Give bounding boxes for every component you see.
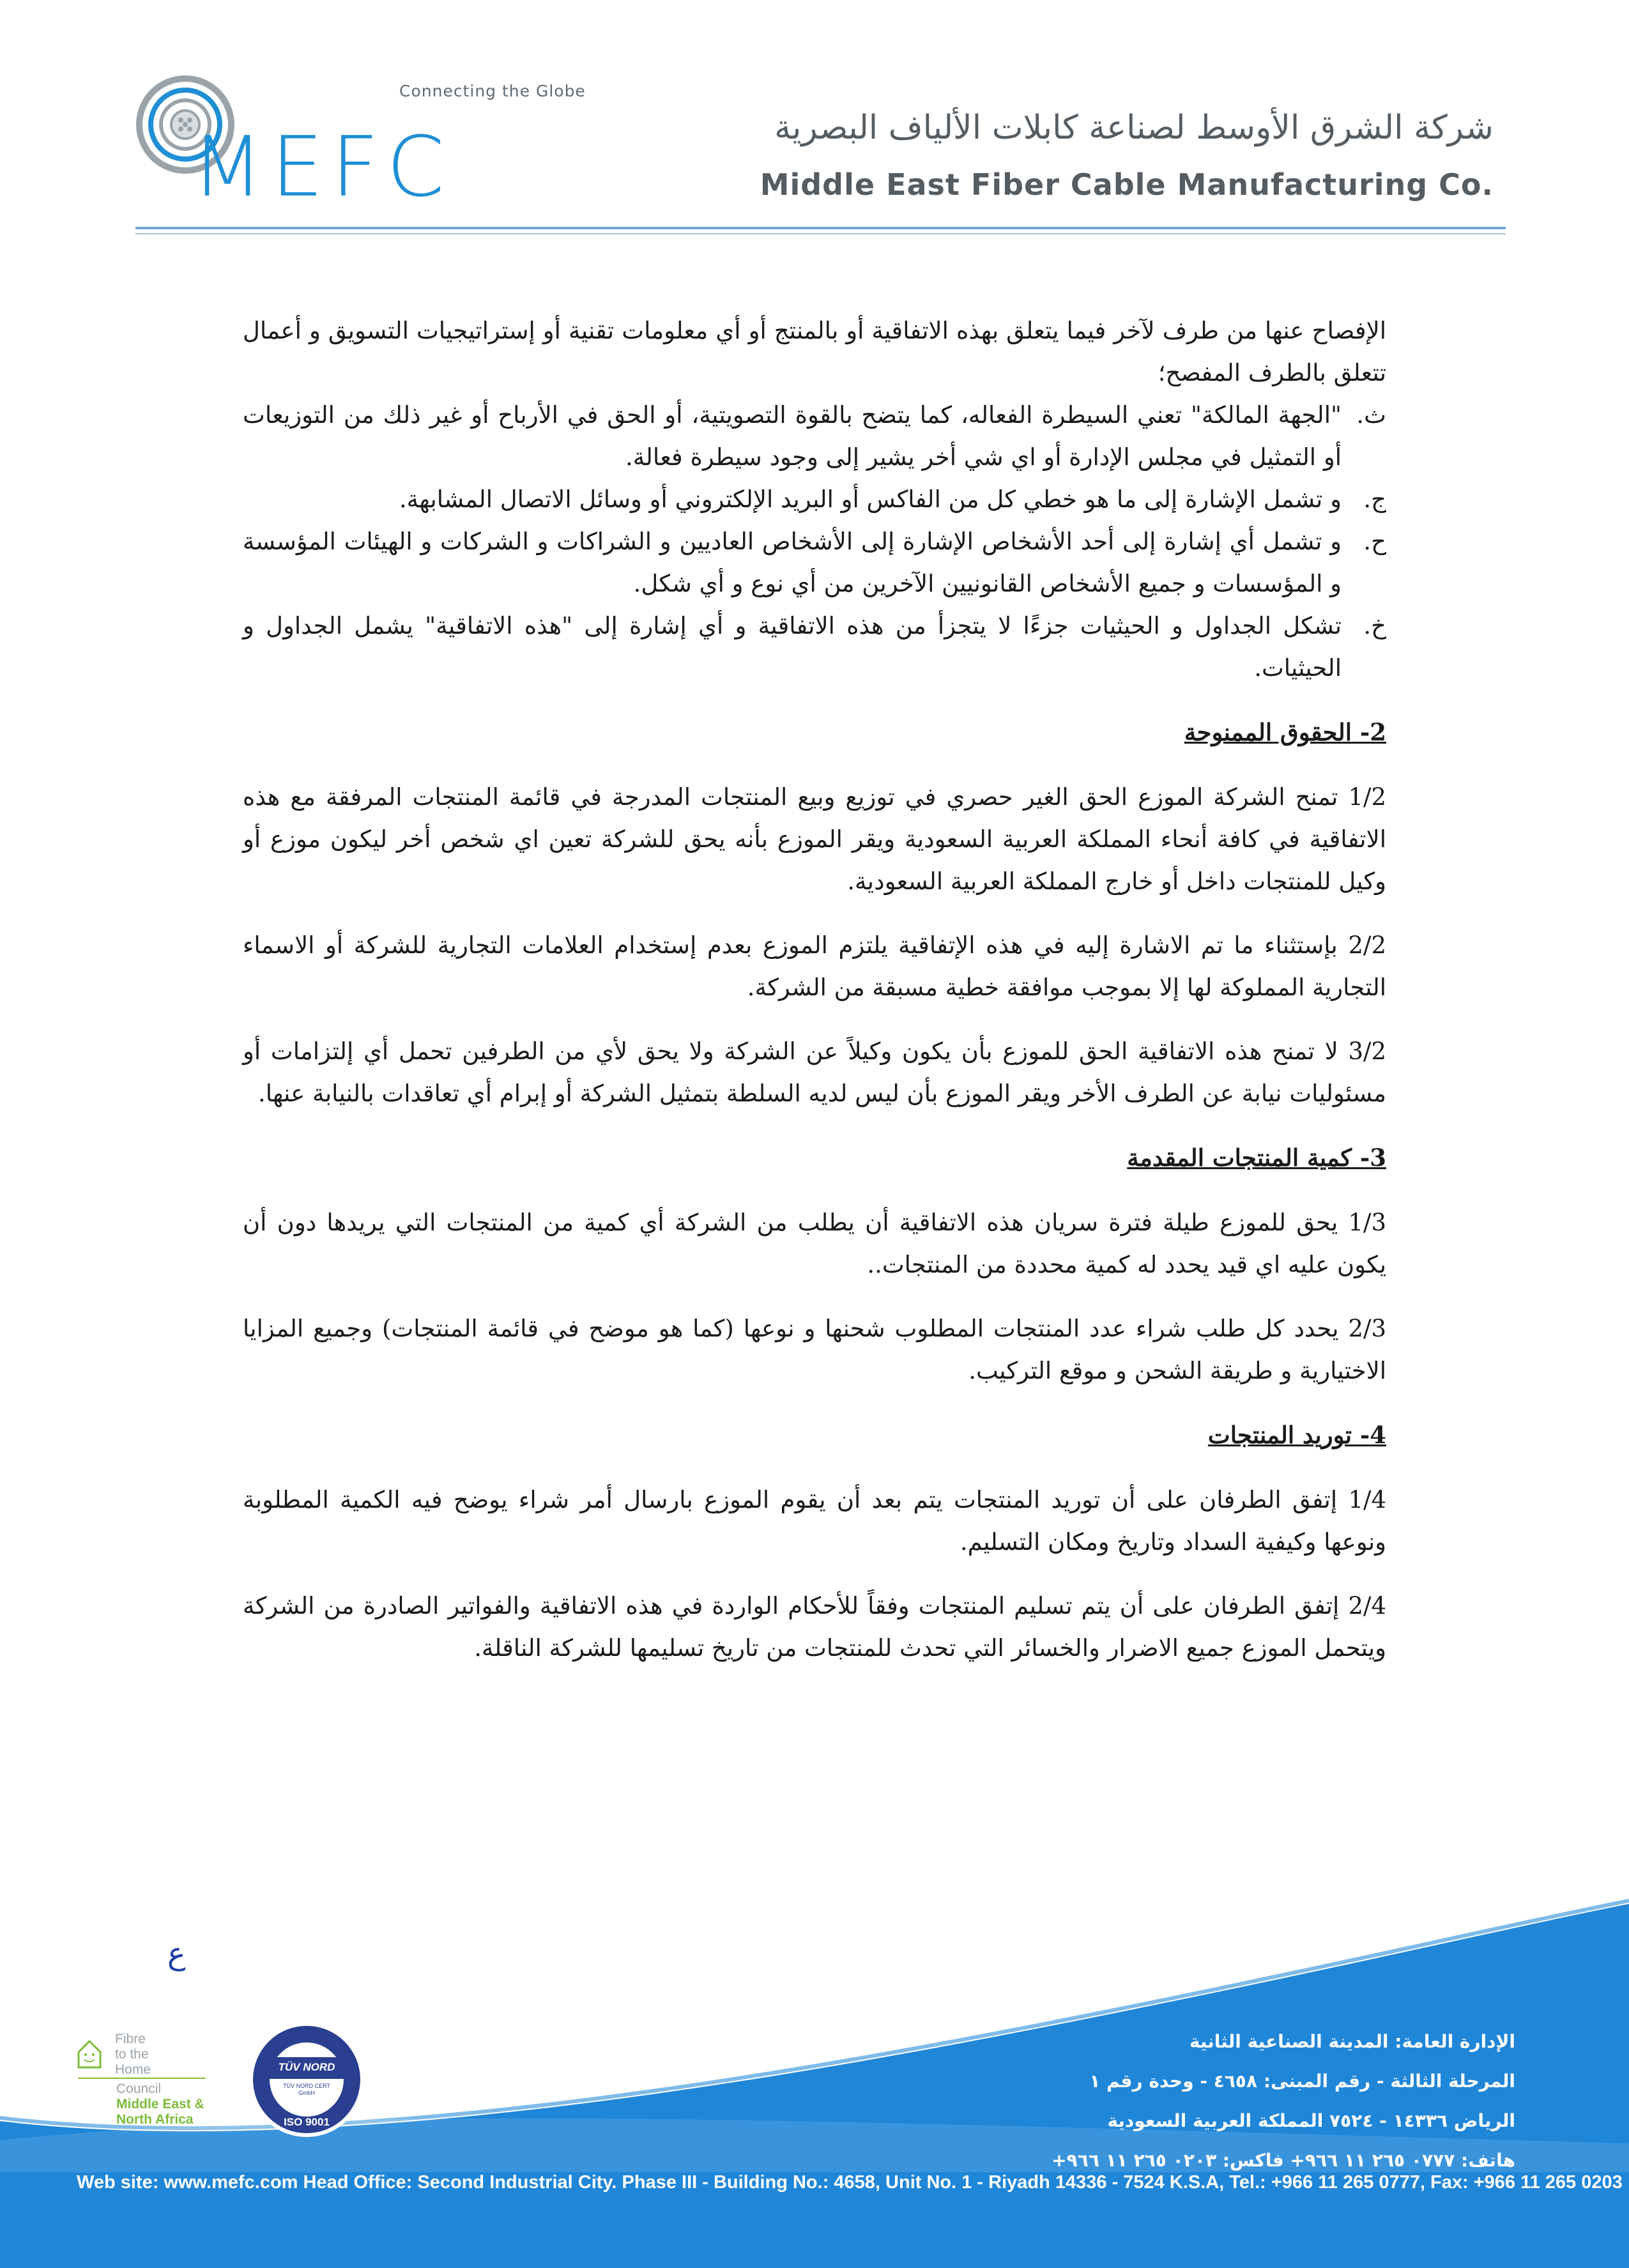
address-line: هاتف: ٠٧٧٧ ٢٦٥ ١١ ٩٦٦+ فاكس: ٠٢٠٣ ٢٦٥ ١١ ٩٦٦+ <box>1052 2150 1515 2171</box>
ftth-council-logo <box>77 2032 227 2134</box>
fibre-logo-line: Fibre <box>115 2032 146 2046</box>
fibre-logo-line: Home <box>115 2062 151 2077</box>
section-3-title: 3- كمية المنتجات المقدمة <box>1127 1144 1386 1172</box>
section-4-title: 4- توريد المنتجات <box>1207 1421 1386 1449</box>
fibre-logo-line: to the <box>115 2047 149 2062</box>
company-name-arabic: شركة الشرق الأوسط لصناعة كابلات الألياف البصرية <box>774 109 1494 147</box>
address-line: الإدارة العامة: المدينة الصناعية الثانية <box>1189 2031 1515 2052</box>
tuv-bottom-text: ISO 9001 <box>284 2116 330 2128</box>
intro-paragraph: الإفصاح عنها من طرف لآخر فيما يتعلق بهذه الاتفاقية أو بالمنتج أو أي معلومات تقنية أو إستراتيجيات التسويق و أعمال تتعلق بالطرف المفصح؛ <box>243 317 1386 387</box>
clause-4-1: 1/4 إتفق الطرفان على أن توريد المنتجات يتم بعد أن يقوم الموزع بارسال أمر شراء يوضح فيه الكمية المطلوبة ونوعها وكيفية السداد وتاريخ ومكان التسليم. <box>243 1486 1386 1556</box>
clause-2-3: 3/2 لا تمنح هذه الاتفاقية الحق للموزع بأن يكون وكيلاً عن الشركة ولا يحق لأي من الطرفين تحمل أي إلتزامات أو مسئوليات نيابة عن الطرف الأخر ويقر الموزع بأن ليس لديه السلطة بتمثيل الشركة أو إبرام أي تعاقدات بالنيابة عنها. <box>243 1038 1386 1107</box>
tagline: Connecting the Globe <box>399 82 586 100</box>
clause-2-1: 1/2 تمنح الشركة الموزع الحق الغير حصري في توزيع وبيع المنتجات المدرجة في قائمة المنتجات المرفقة مع هذه الاتفاقية في كافة أنحاء المملكة العربية السعودية ويقر الموزع بأنه يحق للشركة تعين اي شخص أخر ليكون موزع أو وكيل للمنتجات داخل أو خارج المملكة العربية السعودية. <box>243 783 1386 895</box>
definition-marker: ح. <box>1363 528 1386 555</box>
tuv-iso-badge <box>246 2019 367 2140</box>
house-icon <box>77 2038 102 2070</box>
company-name-english: Middle East Fiber Cable Manufacturing Co. <box>760 167 1494 202</box>
definition-item <box>243 394 1386 479</box>
definition-item <box>243 605 1386 689</box>
clause-4-2: 2/4 إتفق الطرفان على أن يتم تسليم المنتجات وفقاً للأحكام الواردة في هذه الاتفاقية والفواتير الصادرة من الشركة ويتحمل الموزع جميع الاضرار والخسائر التي تحدث للمنتجات من تاريخ تسليمها للشركة الناقلة. <box>243 1592 1386 1662</box>
definition-marker: خ. <box>1363 612 1386 640</box>
letterhead <box>0 0 1629 256</box>
fibre-logo-line: Council <box>116 2081 162 2096</box>
footer-address-arabic <box>1052 2022 1515 2180</box>
clause-3-2: 2/3 يحدد كل طلب شراء عدد المنتجات المطلوب شحنها و نوعها (كما هو موضح في قائمة المنتجات) وجميع المزايا الاختيارية و طريقة الشحن و موقع التركيب. <box>243 1315 1386 1384</box>
tuv-middle-text: TÜV NORD CERT GmbH <box>283 2083 330 2096</box>
logo-wordmark: mefc <box>192 86 452 224</box>
definition-text: و تشمل الإشارة إلى ما هو خطي كل من الفاكس أو البريد الإلكتروني أو وسائل الاتصال المشابهة. <box>399 486 1342 513</box>
document-body <box>243 310 1386 1691</box>
definition-item <box>243 521 1386 605</box>
definition-text: تشكل الجداول و الحيثيات جزءًا لا يتجزأ من هذه الاتفاقية و أي إشارة إلى "هذه الاتفاقية" يشمل الجداول و الحيثيات. <box>243 612 1342 682</box>
header-divider-thin <box>135 233 1506 234</box>
tuv-top-text: TÜV NORD <box>278 2061 335 2073</box>
address-line: الرياض ١٤٣٣٦ - ٧٥٢٤ المملكة العربية السعودية <box>1107 2110 1515 2131</box>
section-2-title: 2- الحقوق الممنوحة <box>1184 718 1386 746</box>
footer-contact-line: Web site: www.mefc.com Head Office: Second Industrial City. Phase III - Building No.: 4658, Unit No. 1 - Riyadh 14336 - 7524 K.S.A, Tel.: +966 11 265 0777, Fax: +966 11 265 0203 <box>77 2172 1623 2193</box>
clause-3-1: 1/3 يحق للموزع طيلة فترة سريان هذه الاتفاقية أن يطلب من الشركة أي كمية من المنتجات التي يريدها دون أن يكون عليه اي قيد يحدد له كمية محددة من المنتجات.. <box>243 1209 1386 1278</box>
fibre-logo-line: North Africa <box>116 2112 194 2127</box>
handwritten-initial: ع <box>167 1936 186 1972</box>
clause-2-2: 2/2 بإستثناء ما تم الاشارة إليه في هذه الإتفاقية يلتزم الموزع بعدم إستخدام العلامات التجارية للشركة أو الاسماء التجارية المملوكة لها إلا بموجب موافقة خطية مسبقة من الشركة. <box>243 931 1386 1001</box>
definition-text: "الجهة المالكة" تعني السيطرة الفعاله، كما يتضح بالقوة التصويتية، أو الحق في الأرباح أو غير ذلك من التوزيعات أو التمثيل في مجلس الإدارة أو اي شي أخر يشير إلى وجود سيطرة فعالة. <box>243 401 1342 471</box>
definition-marker: ج. <box>1363 486 1386 513</box>
definition-item <box>243 479 1386 521</box>
fibre-logo-line: Middle East & <box>116 2097 204 2111</box>
definition-marker: ث. <box>1356 401 1386 429</box>
definition-text: و تشمل أي إشارة إلى أحد الأشخاص الإشارة إلى الأشخاص العاديين و الشراكات و الشركات و الهيئات المؤسسة و المؤسسات و جميع الأشخاص القانونيين الآخرين من أي نوع و أي شكل. <box>243 528 1342 597</box>
header-divider <box>135 227 1506 229</box>
address-line: المرحلة الثالثة - رقم المبنى: ٤٦٥٨ - وحدة رقم ١ <box>1089 2071 1515 2092</box>
